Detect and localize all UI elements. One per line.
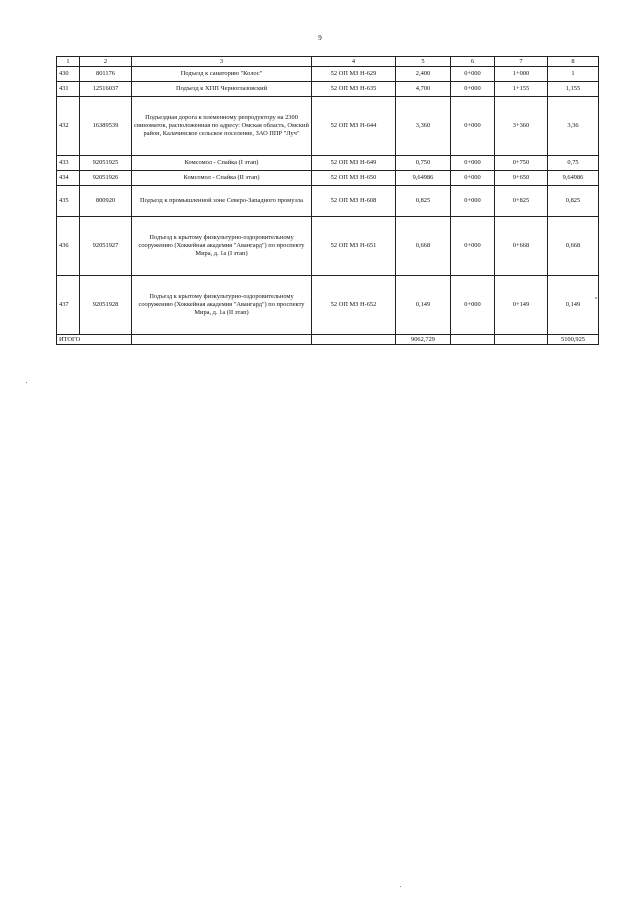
road-id: 52 ОП МЗ Н-649	[312, 156, 396, 171]
column-header: 5	[396, 57, 451, 67]
row-number: 430	[57, 67, 80, 82]
end-km: 9+650	[495, 171, 548, 186]
total-empty-cell	[312, 335, 396, 345]
section-value: 0,75	[548, 156, 599, 171]
road-code: 16389539	[80, 97, 132, 156]
start-km: 0+000	[451, 217, 495, 276]
end-km: 1+000	[495, 67, 548, 82]
road-code: 92051926	[80, 171, 132, 186]
table-header-row	[57, 57, 599, 67]
closing-quote-mark: »	[595, 296, 598, 301]
total-empty-cell	[495, 335, 548, 345]
end-km: 0+750	[495, 156, 548, 171]
start-km: 0+000	[451, 82, 495, 97]
table-row	[57, 67, 599, 82]
roads-table	[56, 56, 599, 345]
total-label: ИТОГО	[57, 335, 132, 345]
road-code: 800920	[80, 186, 132, 217]
start-km: 0+000	[451, 186, 495, 217]
section-value: 1,155	[548, 82, 599, 97]
total-row	[57, 335, 599, 345]
total-value: 5100,925	[548, 335, 599, 345]
start-km: 0+000	[451, 97, 495, 156]
column-header: 1	[57, 57, 80, 67]
row-number: 434	[57, 171, 80, 186]
road-id: 52 ОП МЗ Н-650	[312, 171, 396, 186]
road-length: 3,360	[396, 97, 451, 156]
end-km: 0+149	[495, 276, 548, 335]
road-code: 12516037	[80, 82, 132, 97]
road-name: Комсомол - Спайка (II этап)	[132, 171, 312, 186]
scan-speck	[26, 382, 27, 383]
end-km: 0+668	[495, 217, 548, 276]
total-empty-cell	[451, 335, 495, 345]
road-name: Подъезд к промышленной зоне Северо-Западного промузла	[132, 186, 312, 217]
section-value: 0,668	[548, 217, 599, 276]
road-length: 0,750	[396, 156, 451, 171]
road-id: 52 ОП МЗ Н-629	[312, 67, 396, 82]
road-length: 2,400	[396, 67, 451, 82]
section-value: 0,825	[548, 186, 599, 217]
column-header: 2	[80, 57, 132, 67]
column-header: 4	[312, 57, 396, 67]
section-value: 3,36	[548, 97, 599, 156]
page-number: 9	[318, 34, 322, 42]
table-row	[57, 156, 599, 171]
road-code: 92051927	[80, 217, 132, 276]
road-code: 92051925	[80, 156, 132, 171]
row-number: 432	[57, 97, 80, 156]
start-km: 0+000	[451, 276, 495, 335]
row-number: 436	[57, 217, 80, 276]
section-value: 1	[548, 67, 599, 82]
road-id: 52 ОП МЗ Н-644	[312, 97, 396, 156]
road-length: 0,149	[396, 276, 451, 335]
row-number: 435	[57, 186, 80, 217]
column-header: 7	[495, 57, 548, 67]
table-row	[57, 217, 599, 276]
road-name: Подъезд к ХПП Черноглазовский	[132, 82, 312, 97]
road-code: 801176	[80, 67, 132, 82]
road-length: 0,668	[396, 217, 451, 276]
end-km: 3+360	[495, 97, 548, 156]
road-name: Подъезд к крытому физкультурно-оздоровительному сооружению (Хоккейная академия "Авангард") по проспекту Мира, д. 1а (I этап)	[132, 217, 312, 276]
table-row	[57, 186, 599, 217]
column-header: 6	[451, 57, 495, 67]
start-km: 0+000	[451, 171, 495, 186]
table-row	[57, 276, 599, 335]
road-id: 52 ОП МЗ Н-608	[312, 186, 396, 217]
road-code: 92051928	[80, 276, 132, 335]
scan-speck	[400, 886, 401, 887]
road-id: 52 ОП МЗ Н-651	[312, 217, 396, 276]
row-number: 431	[57, 82, 80, 97]
total-empty-cell	[132, 335, 312, 345]
column-header: 3	[132, 57, 312, 67]
section-value: 0,149	[548, 276, 599, 335]
end-km: 0+825	[495, 186, 548, 217]
table-row	[57, 171, 599, 186]
road-id: 52 ОП МЗ Н-635	[312, 82, 396, 97]
total-length: 9062,729	[396, 335, 451, 345]
table-row	[57, 97, 599, 156]
road-name: Подъезд к санаторию "Колос"	[132, 67, 312, 82]
road-length: 0,825	[396, 186, 451, 217]
road-name: Подъезд к крытому физкультурно-оздоровительному сооружению (Хоккейная академия "Авангард") по проспекту Мира, д. 1а (II этап)	[132, 276, 312, 335]
roads-table-wrap	[56, 56, 598, 345]
road-name: Подъездная дорога к племенному репродуктору на 2300 свиноматок, расположенная по адресу: Омская область, Омский район, Калачинское сельское поселение, ЗАО ППР "Луч"	[132, 97, 312, 156]
start-km: 0+000	[451, 67, 495, 82]
road-length: 9,64986	[396, 171, 451, 186]
column-header: 8	[548, 57, 599, 67]
road-length: 4,700	[396, 82, 451, 97]
start-km: 0+000	[451, 156, 495, 171]
row-number: 437	[57, 276, 80, 335]
table-row	[57, 82, 599, 97]
section-value: 9,64986	[548, 171, 599, 186]
row-number: 433	[57, 156, 80, 171]
road-name: Комсомол - Спайка (I этап)	[132, 156, 312, 171]
end-km: 1+155	[495, 82, 548, 97]
road-id: 52 ОП МЗ Н-652	[312, 276, 396, 335]
